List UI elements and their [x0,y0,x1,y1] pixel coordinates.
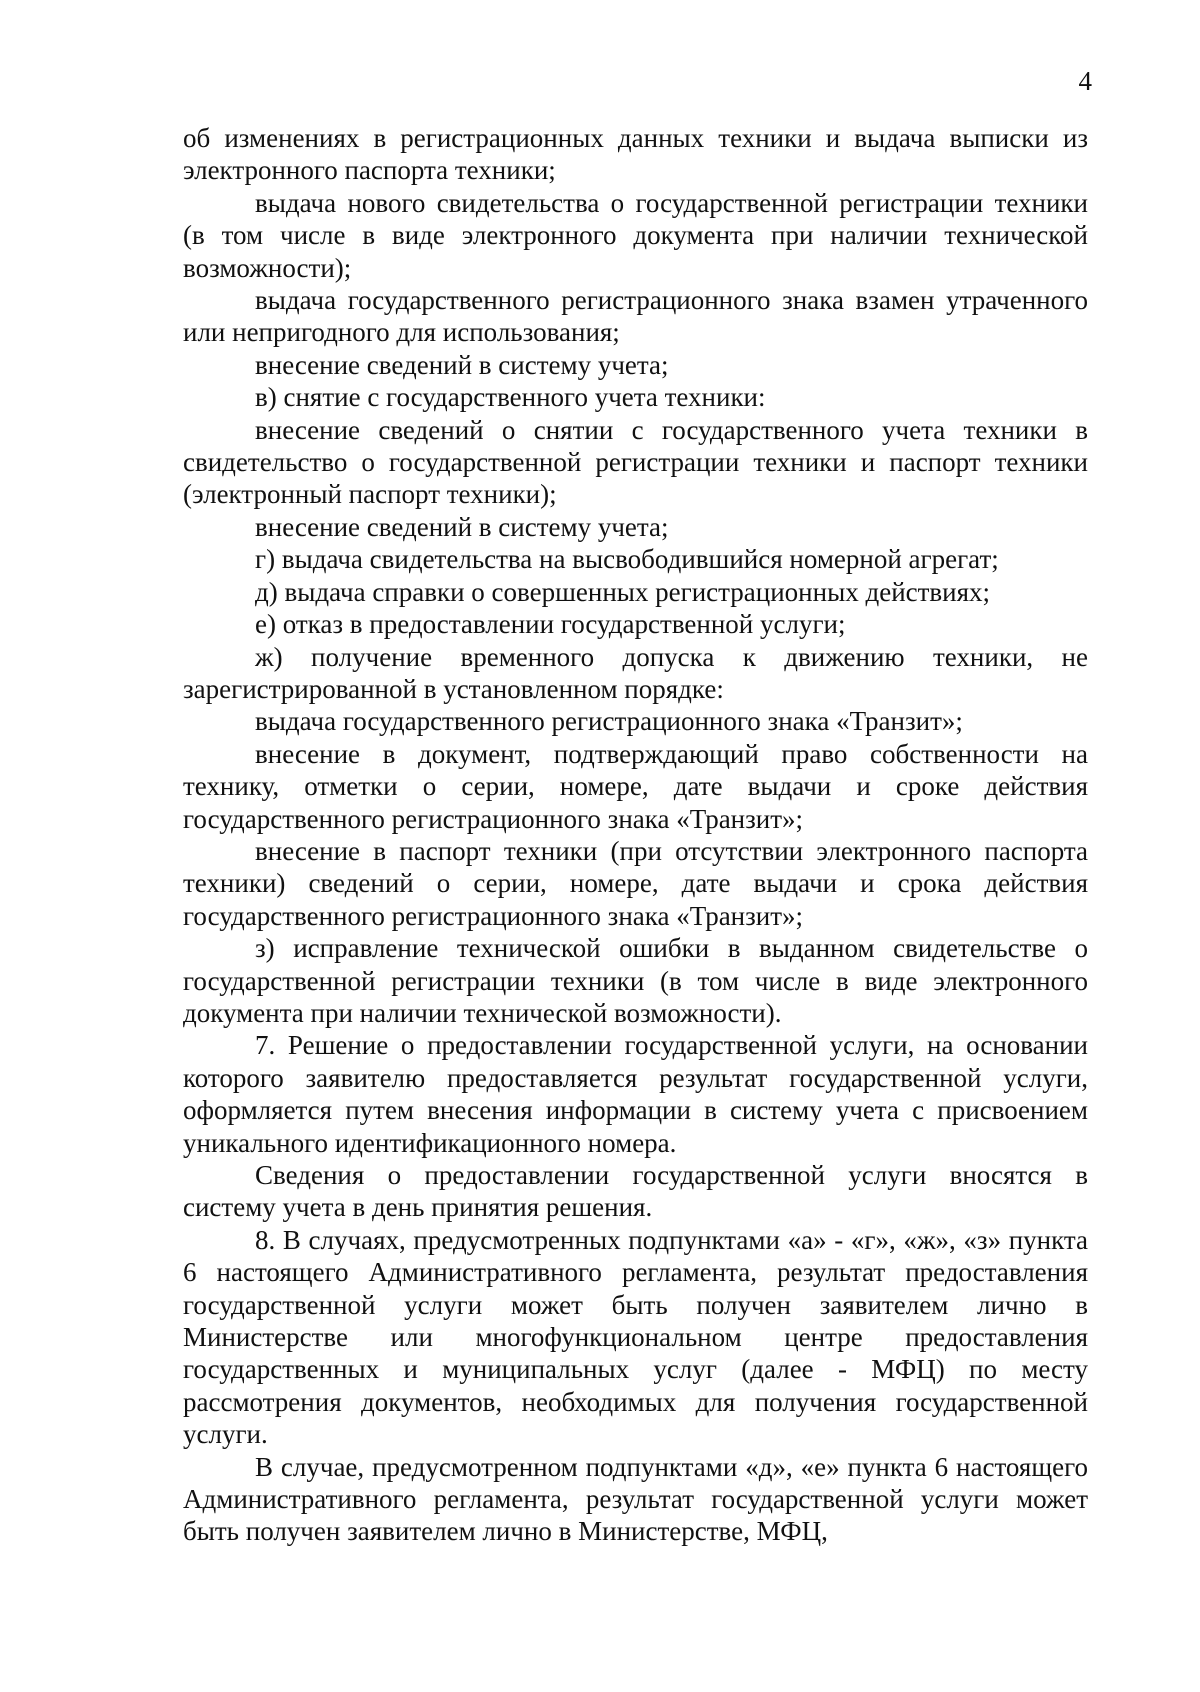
paragraph: В случае, предусмотренном подпунктами «д», «е» пункта 6 настоящего Административного регламента, результат государственной услуги может быть получен заявителем лично в Министерстве, МФЦ, [183,1451,1088,1547]
paragraph: внесение в паспорт техники (при отсутствии электронного паспорта техники) сведений о серии, номере, дате выдачи и срока действия государственного регистрационного знака «Транзит»; [183,835,1088,931]
paragraph: ж) получение временного допуска к движению техники, не зарегистрированной в установленном порядке: [183,641,1088,704]
paragraph: з) исправление технической ошибки в выданном свидетельстве о государственной регистрации техники (в том числе в виде электронного документа при наличии технической возможности). [183,933,1088,1028]
paragraph: 8. В случаях, предусмотренных подпунктами «а» - «г», «ж», «з» пункта 6 настоящего Административного регламента, результат предоставления государственной услуги может быть получен заявителем лично в Министерстве или многофункциональном центре предоставления государственных и муниципальных услуг (далее - МФЦ) по месту рассмотрения документов, необходимых для получения государственной услуги. [183,1224,1088,1450]
paragraph: выдача государственного регистрационного знака взамен утраченного или непригодного для использования; [183,285,1088,348]
page-number: 4 [1078,66,1092,96]
paragraph: е) отказ в предоставлении государственной услуги; [255,609,846,640]
paragraph: внесение сведений о снятии с государственного учета техники в свидетельство о государственной регистрации техники и паспорт техники (электронный паспорт техники); [183,414,1088,510]
document-body [183,122,1088,1548]
paragraph: д) выдача справки о совершенных регистрационных действиях; [255,576,991,607]
paragraph: внесение сведений в систему учета; [255,511,669,542]
paragraph: в) снятие с государственного учета техники: [255,382,766,413]
paragraph: 7. Решение о предоставлении государственной услуги, на основании которого заявителю предоставляется результат государственной услуги, оформляется путем внесения информации в систему учета с присвоением уникального идентификационного номера. [183,1030,1088,1158]
paragraph: Сведения о предоставлении государственной услуги вносятся в систему учета в день принятия решения. [183,1160,1088,1223]
paragraph: об изменениях в регистрационных данных техники и выдача выписки из электронного паспорта техники; [183,123,1088,186]
paragraph: внесение в документ, подтверждающий право собственности на технику, отметки о серии, номере, дате выдачи и сроке действия государственного регистрационного знака «Транзит»; [183,738,1088,834]
paragraph: выдача государственного регистрационного знака «Транзит»; [255,706,963,737]
paragraph: внесение сведений в систему учета; [255,349,669,380]
paragraph: выдача нового свидетельства о государственной регистрации техники (в том числе в виде электронного документа при наличии технической возможности); [183,187,1088,283]
paragraph: г) выдача свидетельства на высвободившийся номерной агрегат; [255,544,999,575]
